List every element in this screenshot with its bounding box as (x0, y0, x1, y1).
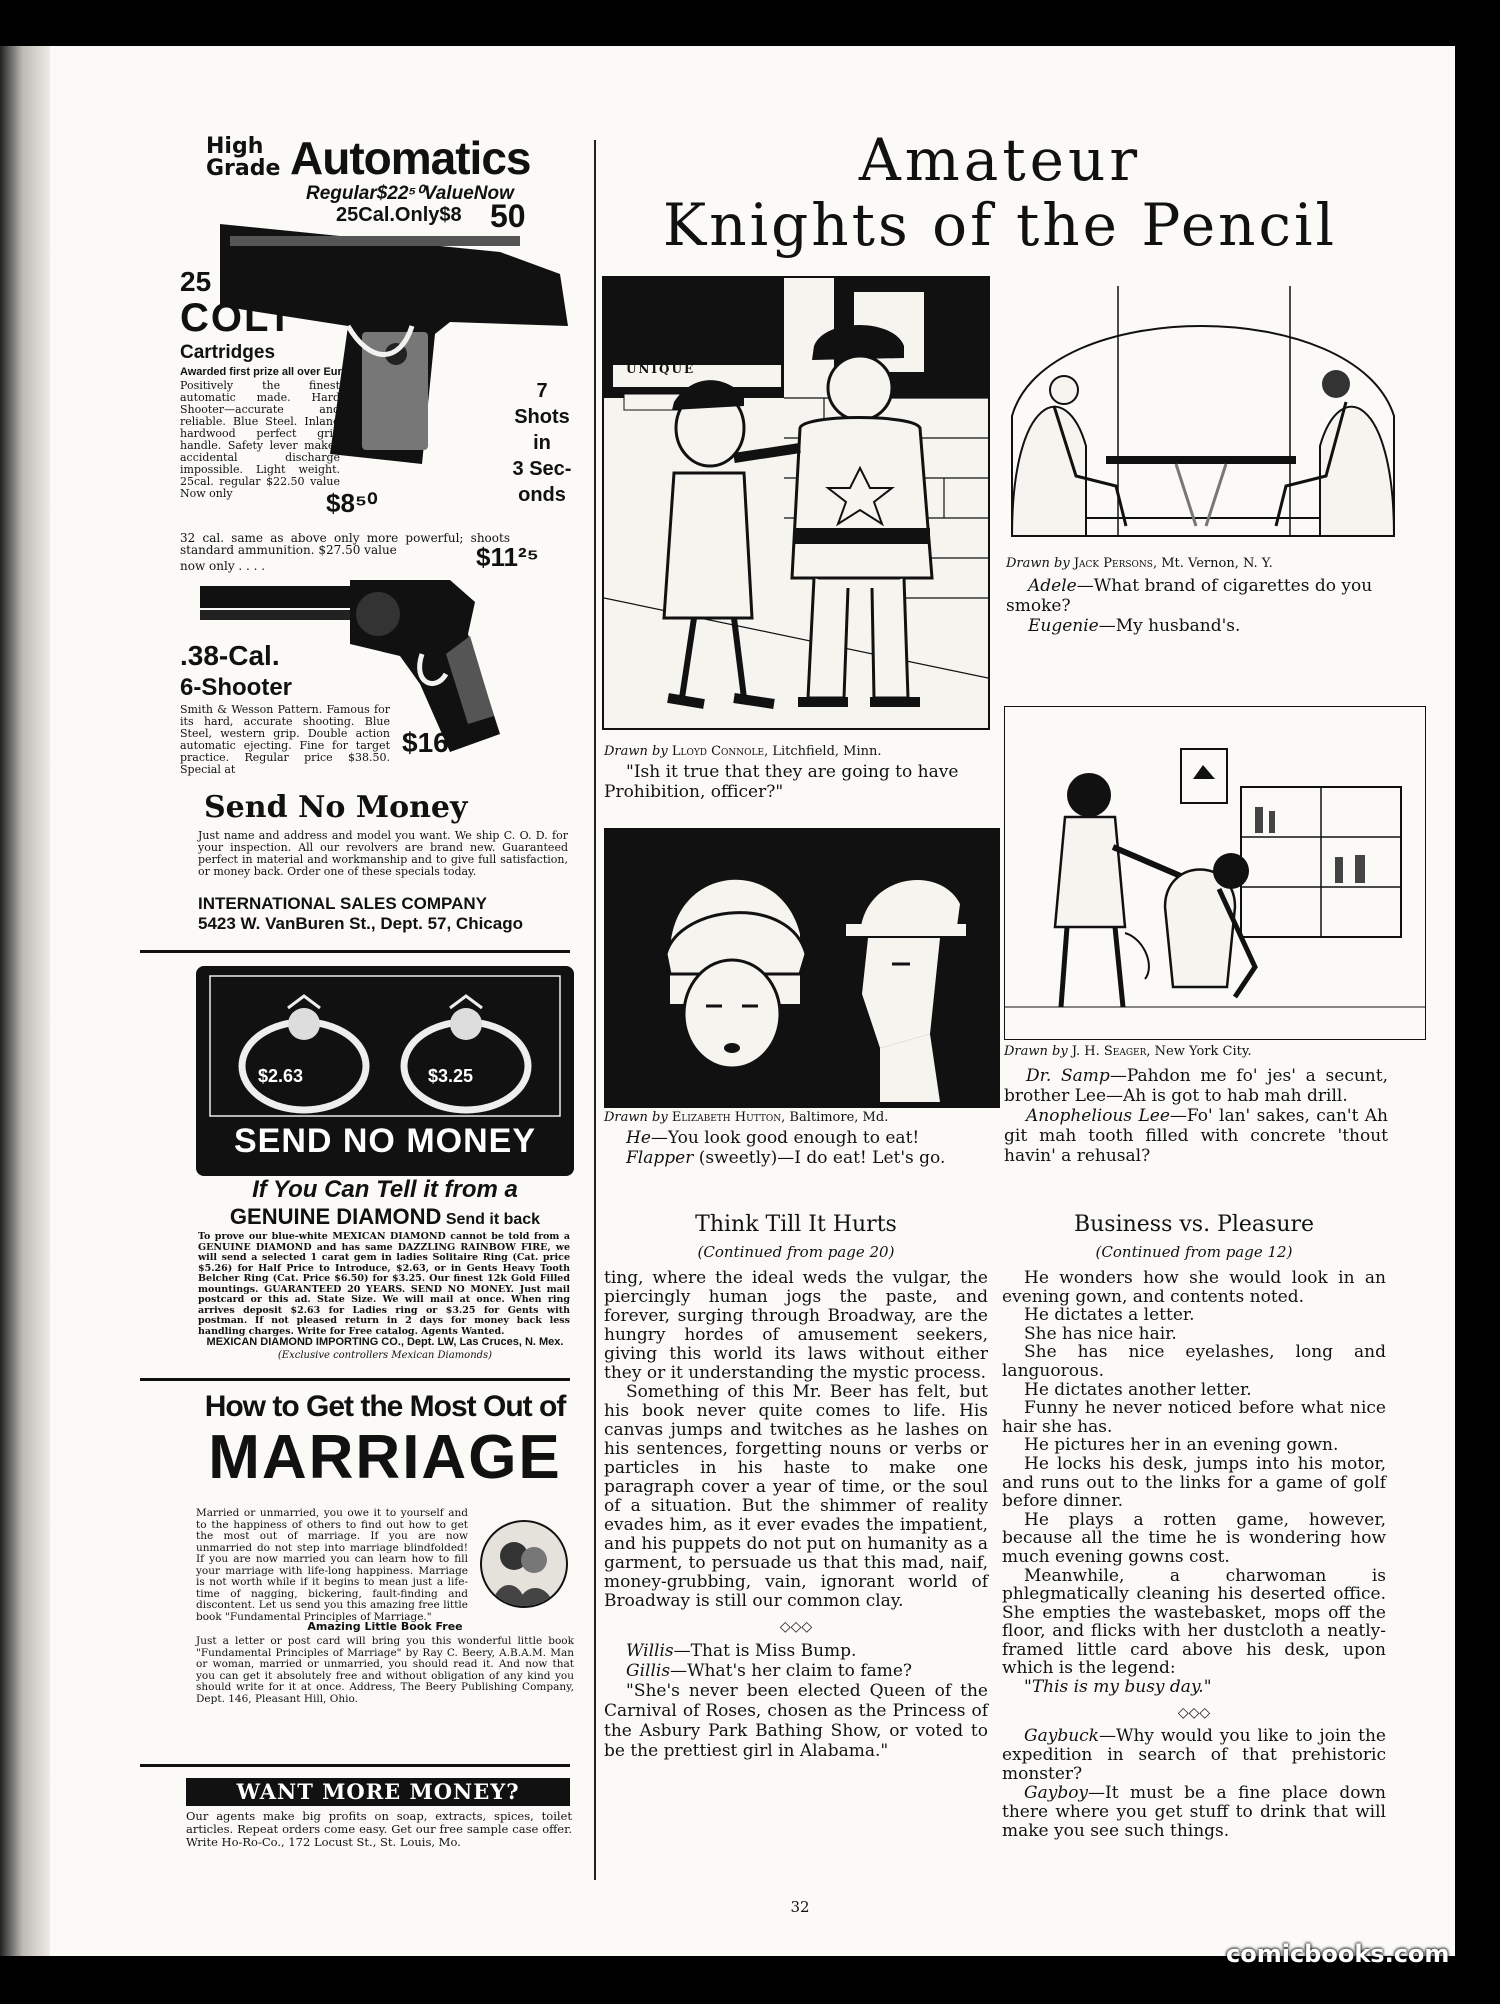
line: —What's her claim to fame? (670, 1661, 913, 1681)
cartoon-dentist-credit (1004, 1044, 1252, 1059)
article-line: Meanwhile, a charwoman is phlegmatically cleaning his deserted office. She empties the wastebasket, mops off the floor, and flicks with her dustcloth a neatly-framed little card above his desk, upon which is the legend: (1002, 1565, 1386, 1679)
page-number: 32 (790, 1898, 810, 1916)
diamond-send-no-money: SEND NO MONEY (233, 1122, 537, 1160)
article-paragraph: Something of this Mr. Beer has felt, but his book never quite comes to life. His canvas jumps and twitches as he lashes on his sentences, forgetting nouns or verbs or particles in his haste to make one paragraph cover a year of time, or the soul of a situation. But the shimmer of reality evades him, as it ever evades the impatient, and his puppets do not put on humanity as a garment, to persuade us that this mad, naif, money-grubbing, vain, ignorant world of Broadway is still our common clay. (604, 1382, 988, 1611)
diamond-headline2 (196, 1204, 574, 1230)
speaker: Dr. Samp (1026, 1066, 1110, 1086)
cartoon-policeman-sign-unique: UNIQUE (626, 362, 696, 376)
speaker: Gillis (626, 1661, 671, 1681)
pistol-ad-25cal: 25Cal.Only$8 (336, 204, 462, 226)
article-divider: ◇◇◇ (1177, 1704, 1211, 1721)
article-line: He plays a rotten game, however, because all the time he is wondering how much evening gowns cost. (1002, 1509, 1386, 1567)
cal32-now-only: now only . . . . (180, 559, 266, 573)
colt-awarded: Awarded first prize all over Europe (180, 366, 362, 378)
article-line: He pictures her in an evening gown. (1024, 1435, 1339, 1456)
pistol-ad (140, 130, 580, 950)
cartoon-flapper-dialog (604, 1128, 988, 1168)
article-body (604, 1269, 988, 1611)
line: —You look good enough to eat! (650, 1128, 920, 1148)
diamond-exclusive: (Exclusive controllers Mexican Diamonds) (277, 1350, 493, 1361)
artist-name: Lloyd Connole (671, 744, 765, 759)
speaker: Anophelious Lee (1026, 1106, 1170, 1126)
speaker: Eugenie (1028, 616, 1099, 636)
headline-line2: Knights of the Pencil (662, 191, 1338, 259)
artist-place: , Baltimore, Md. (781, 1110, 889, 1125)
article-paragraph: ting, where the ideal weds the vulgar, the piercingly human jogs the paste, and forever, surging through Broadway, are the hungry hordes of amusement seekers, giving this world its laws without either they or it understanding the mystic process. (604, 1268, 988, 1383)
line: (sweetly)—I do eat! Let's go. (693, 1148, 946, 1168)
cartoon-flapper (604, 828, 1000, 1108)
cartoon-policeman-credit (604, 744, 882, 759)
marriage-ad (196, 1390, 574, 1790)
artist-name: J. H. Seager (1071, 1044, 1147, 1059)
speaker: Gaybuck (1024, 1725, 1099, 1746)
cartoon-policeman (602, 276, 990, 730)
pistol-ad-grade: Grade (206, 156, 281, 181)
speaker: He (626, 1128, 651, 1148)
colt-description: Positively the finest automatic made. Hard Shooter—accurate and reliable. Blue Steel. Inland hardwood perfect grip handle. Safety lever makes accidental discharge impossible. Light weight. 25cal. regular $22.50 value Now only (180, 379, 340, 500)
pistol-send-no-money: Send No Money (204, 790, 468, 825)
article-line: Funny he never noticed before what nice hair she has. (1002, 1398, 1386, 1437)
headline (600, 128, 1400, 258)
line: —Why would you like to join the expedition in search of that prehistoric monster? (1002, 1725, 1386, 1784)
colt-cartridges: Cartridges (180, 342, 276, 363)
article-title: Business vs. Pleasure (1073, 1212, 1315, 1237)
article-jokes (604, 1641, 988, 1761)
diamond-price-gents: $3.25 (428, 1066, 474, 1086)
pistol-ad-automatics: Automatics (290, 132, 531, 184)
marriage-headline1: How to Get the Most Out of (204, 1390, 566, 1423)
diamond-ad (196, 966, 574, 1376)
sw-price: $16⁵⁰ (402, 727, 474, 758)
line: —Fo' lan' sakes, can't Ah git mah tooth filled with concrete 'thout havin' a rehusal? (1004, 1106, 1388, 1166)
article-title: Think Till It Hurts (695, 1212, 897, 1237)
cartoon-dentist (1004, 706, 1426, 1040)
pistol-ad-high: High (206, 134, 264, 159)
speaker: Gayboy (1024, 1782, 1089, 1803)
speaker: Willis (626, 1641, 674, 1661)
sw-caliber: .38-Cal. (180, 640, 280, 671)
pistol-ad-big-price: 50 (490, 198, 526, 234)
artist-place: , Litchfield, Minn. (764, 744, 882, 759)
cartoon-women-dialog (1006, 576, 1396, 636)
money-ad-description: Our agents make big profits on soap, extracts, spices, toilet articles. Repeat orders come easy. Get our free sample case offer. Write Ho-Ro-Co., 172 Locust St., St. Louis, Mo. (186, 1809, 572, 1849)
marriage-headline2: MARRIAGE (208, 1423, 562, 1492)
colt-price: $8⁵⁰ (326, 488, 378, 518)
line: —Pahdon me fo' jes' a secunt, brother Lee—Ah is got to hab mah drill. (1004, 1066, 1388, 1106)
diamond-sendback: Send it back (445, 1211, 541, 1228)
ad-divider-3 (140, 1764, 570, 1767)
article-line: She has nice eyelashes, long and languorous. (1002, 1342, 1386, 1381)
colt-shots: 7 Shots in 3 Sec- onds (512, 380, 572, 506)
cartoon-women-credit (1006, 556, 1273, 571)
headline-line1: Amateur (858, 126, 1142, 194)
cartoon-dentist-dialog (1004, 1066, 1388, 1166)
diamond-company: MEXICAN DIAMOND IMPORTING CO., Dept. LW, Las Cruces, N. Mex. (206, 1336, 564, 1348)
speaker: Adele (1028, 576, 1077, 596)
site-watermark: comicbooks.com (1226, 1940, 1450, 1968)
artist-name: Jack Persons (1073, 556, 1153, 571)
line: —It must be a fine place down there where you get stuff to drink that will make you see such things. (1002, 1782, 1386, 1841)
ad-divider-2 (140, 1378, 570, 1381)
diamond-headline1: If You Can Tell it from a (252, 1176, 518, 1203)
article-business-vs-pleasure (1002, 1212, 1386, 1841)
article-divider: ◇◇◇ (779, 1619, 813, 1635)
article-body (1002, 1269, 1386, 1697)
money-ad-headline: WANT MORE MONEY? (186, 1778, 570, 1806)
article-jokes (1002, 1727, 1386, 1841)
sw-shooter: 6-Shooter (180, 674, 293, 701)
marriage-description: Married or unmarried, you owe it to yourself and to the happiness of others to find out how to get the most out of marriage. If you are now unmarried do not step into marriage blindfolded! If you are now married you can learn how to fill your marriage with life-long happiness. Marriage is not worth while if it begins to mean just a life-time of nagging, bickering, fault-finding and discontent. Let us send you this amazing free little book "Fundamental Principles of Marriage." (196, 1507, 468, 1623)
column-rule (594, 140, 596, 1880)
couple-portrait-image (480, 1520, 568, 1608)
cal32-description: 32 cal. same as above only more powerful; shoots standard ammunition. $27.50 value (180, 531, 510, 557)
article-continued: (Continued from page 20) (697, 1243, 895, 1261)
artist-place: , New York City. (1146, 1044, 1252, 1059)
diamond-genuine: GENUINE DIAMOND (229, 1204, 442, 1229)
line: —My husband's. (1098, 616, 1241, 636)
artist-name: Elizabeth Hutton (671, 1110, 782, 1125)
pistol-send-description: Just name and address and model you want. We ship C. O. D. for your inspection. All our revolvers are brand new. Guaranteed perfect in material and workmanship and to give full satisfaction, or money back. Order one of these specials today. (198, 829, 568, 878)
diamond-price-ladies: $2.63 (258, 1066, 304, 1086)
article-line: He dictates another letter. (1024, 1379, 1252, 1400)
article-line: He wonders how she would look in an evening gown, and contents noted. (1002, 1268, 1386, 1307)
cal32-price: $11²⁵ (476, 542, 539, 572)
colt-caliber: 25 Cal. (180, 266, 271, 297)
article-continued: (Continued from page 12) (1095, 1243, 1293, 1261)
colt-name: COLT (180, 296, 294, 340)
credit-prefix: Drawn by (1006, 556, 1070, 571)
line: "She's never been elected Queen of the Carnival of Roses, chosen as the Princess of the Asbury Park Bathing Show, or voted to be the prettiest girl in Alabama." (604, 1681, 988, 1761)
money-ad (186, 1778, 574, 1858)
cartoon-women-smoking (1006, 276, 1400, 548)
credit-prefix: Drawn by (604, 1110, 668, 1125)
line: —What brand of cigarettes do you smoke? (1006, 576, 1373, 616)
article-line: She has nice hair. (1024, 1323, 1177, 1344)
diamond-description: To prove our blue-white MEXICAN DIAMOND cannot be told from a GENUINE DIAMOND and has same DAZZLING RAINBOW FIRE, we will send a selected 1 carat gem in ladies Solitaire Ring (Cat. price $5.26) for Half Price to Introduce, $2.63, or in Gents Heavy Tooth Belcher Ring (Cat. Price $6.50) for $3.25. Our finest 12k Gold Filled mountings. GUARANTEED 20 YEARS. SEND NO MONEY. Just mail postcard or this ad. State Size. We will mail at once. When ring arrives deposit $2.63 for Ladies ring or $3.25 for Gents with postman. If not pleased return in 2 days for money back less handling charges. Write for Free catalog. Agents Wanted. (198, 1231, 570, 1337)
article-line: He dictates a letter. (1024, 1305, 1195, 1326)
pistol-ad-regular: Regular$22⁵⁰ValueNow (306, 183, 514, 204)
ad-divider-1 (140, 950, 570, 953)
book-binding-shadow (0, 46, 50, 1956)
article-think-till-it-hurts (604, 1212, 988, 1761)
cartoon-flapper-credit (604, 1110, 888, 1125)
article-line: He locks his desk, jumps into his motor, and runs out to the links for a game of golf before dinner. (1002, 1453, 1386, 1512)
marriage-free-book: Amazing Little Book Free (307, 1620, 463, 1633)
pistol-company: INTERNATIONAL SALES COMPANY (198, 894, 488, 913)
marriage-description2: Just a letter or post card will bring you this wonderful little book "Fundamental Principles of Marriage" by Ray C. Beery, A.B.A.M. Man or woman, married or unmarried, you should read it. And now that you can get it absolutely free and without obligation of any kind you should write for it at once. Address, The Beery Publishing Company, Dept. 146, Pleasant Hill, Ohio. (196, 1635, 574, 1705)
credit-prefix: Drawn by (604, 744, 668, 759)
cartoon-policeman-caption: "Ish it true that they are going to have Prohibition, officer?" (604, 762, 959, 802)
pistol-address: 5423 W. VanBuren St., Dept. 57, Chicago (198, 914, 523, 933)
article-legend: "This is my busy day." (1024, 1677, 1212, 1698)
speaker: Flapper (626, 1148, 694, 1168)
artist-place: , Mt. Vernon, N. Y. (1152, 556, 1273, 571)
line: —That is Miss Bump. (673, 1641, 857, 1661)
sw-description: Smith & Wesson Pattern. Famous for its hard, accurate shooting. Blue Steel, western grip. Double action automatic ejecting. Fine for target practice. Regular price $38.50. Special at (180, 703, 390, 776)
credit-prefix: Drawn by (1004, 1044, 1068, 1059)
